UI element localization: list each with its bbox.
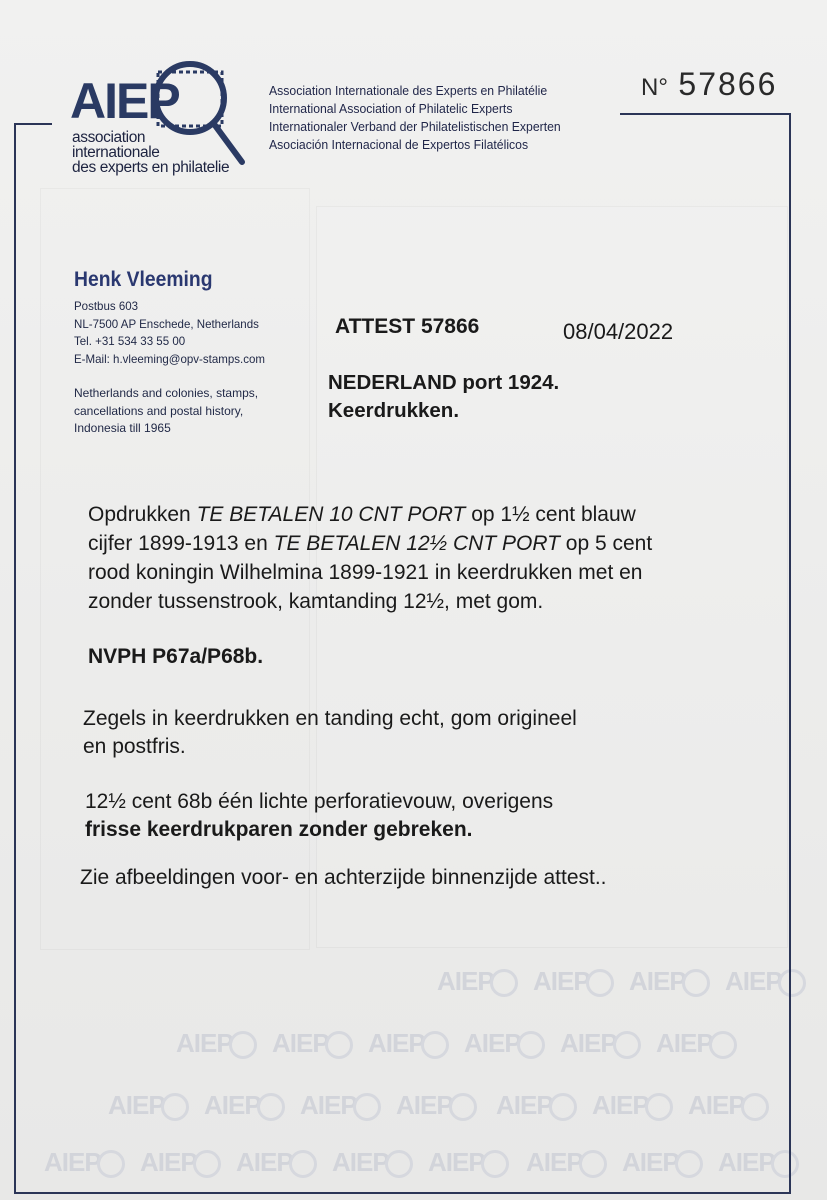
condition-line-bold: frisse keerdrukparen zonder gebreken. xyxy=(85,818,473,841)
watermark-logo: AIEP xyxy=(496,1090,577,1121)
certificate-number xyxy=(641,66,777,103)
catalogue-number: NVPH P67a/P68b. xyxy=(88,645,264,668)
association-names xyxy=(269,82,561,154)
attest-subject xyxy=(328,369,559,425)
opinion-line: en postfris. xyxy=(83,735,186,758)
watermark-logo: AIEP xyxy=(44,1147,125,1178)
watermark-logo: AIEP xyxy=(725,966,806,997)
watermark-logo: AIEP xyxy=(396,1090,477,1121)
images-note: Zie afbeeldingen voor- en achterzijde binnenzijde attest.. xyxy=(80,866,607,889)
watermark-logo: AIEP xyxy=(140,1147,221,1178)
watermark-logo: AIEP xyxy=(718,1147,799,1178)
aiep-logo xyxy=(70,58,255,178)
specialty-line: Netherlands and colonies, stamps, xyxy=(74,386,259,400)
watermark-logo: AIEP xyxy=(622,1147,703,1178)
phone-line: Tel. +31 534 33 55 00 xyxy=(74,334,186,348)
frame-right xyxy=(789,113,791,1193)
watermark-logo: AIEP xyxy=(656,1028,737,1059)
subject-line: Keerdrukken. xyxy=(328,399,460,422)
watermark-logo: AIEP xyxy=(368,1028,449,1059)
frame-top-right xyxy=(620,113,791,115)
logo-subtitle-line: des experts en philatelie xyxy=(72,159,230,176)
watermark-logo: AIEP xyxy=(428,1147,509,1178)
email-line: E-Mail: h.vleeming@opv-stamps.com xyxy=(74,351,265,366)
subject-line: NEDERLAND port 1924. xyxy=(328,371,560,394)
attest-title: ATTEST 57866 xyxy=(335,315,480,338)
association-name-es: Asociación Internacional de Expertos Filatélicos xyxy=(269,137,529,152)
logo-letters: AIEP xyxy=(70,73,179,129)
text-run: cijfer 1899-1913 en xyxy=(88,532,274,555)
logo-subtitle-line: association xyxy=(72,129,146,146)
watermark-logo: AIEP xyxy=(688,1090,769,1121)
description-line: zonder tussenstrook, kamtanding 12½, met gom. xyxy=(88,590,544,613)
condition-paragraph xyxy=(85,788,553,844)
description-line: rood koningin Wilhelmina 1899-1921 in keerdrukken met en xyxy=(88,561,643,584)
expert-specialty xyxy=(74,385,258,438)
frame-bottom xyxy=(14,1192,791,1194)
overprint-text: TE BETALEN 12½ CNT PORT xyxy=(273,532,560,555)
specialty-line: Indonesia till 1965 xyxy=(74,421,171,435)
watermark-logo: AIEP xyxy=(236,1147,317,1178)
watermark-logo: AIEP xyxy=(332,1147,413,1178)
watermark-logo: AIEP xyxy=(204,1090,285,1121)
watermark-logo: AIEP xyxy=(464,1028,545,1059)
opinion-paragraph xyxy=(83,705,577,761)
number-label: N° xyxy=(641,74,668,101)
watermark-logo: AIEP xyxy=(176,1028,257,1059)
logo-subtitle-line: internationale xyxy=(72,144,160,161)
frame-left xyxy=(14,123,16,1193)
text-run: Opdrukken xyxy=(88,503,197,526)
association-name-en: International Association of Philatelic Experts xyxy=(269,101,513,116)
watermark-logo: AIEP xyxy=(629,966,710,997)
expert-address xyxy=(74,298,265,368)
description-line xyxy=(88,529,768,558)
number-value: 57866 xyxy=(678,66,778,102)
watermark-logo: AIEP xyxy=(592,1090,673,1121)
expert-name: Henk Vleeming xyxy=(74,268,213,291)
text-run: op 5 cent xyxy=(559,532,653,555)
description-paragraph xyxy=(88,500,768,616)
overprint-text: TE BETALEN 10 CNT PORT xyxy=(196,503,466,526)
watermark-logo: AIEP xyxy=(526,1147,607,1178)
watermark-logo: AIEP xyxy=(300,1090,381,1121)
watermark-logo: AIEP xyxy=(272,1028,353,1059)
opinion-line: Zegels in keerdrukken en tanding echt, gom origineel xyxy=(83,707,577,730)
attest-date: 08/04/2022 xyxy=(563,319,674,344)
condition-line: 12½ cent 68b één lichte perforatievouw, overigens xyxy=(85,790,554,813)
text-run: op 1½ cent blauw xyxy=(465,503,636,526)
watermark-logo: AIEP xyxy=(437,966,518,997)
logo-subtitle xyxy=(72,130,229,175)
watermark-logo: AIEP xyxy=(533,966,614,997)
expert-block xyxy=(74,268,273,368)
watermark-logo: AIEP xyxy=(108,1090,189,1121)
association-name-de: Internationaler Verband der Philatelistischen Experten xyxy=(269,119,561,134)
specialty-line: cancellations and postal history, xyxy=(74,403,244,418)
watermark-logo: AIEP xyxy=(560,1028,641,1059)
address-line: NL-7500 AP Enschede, Netherlands xyxy=(74,316,259,331)
description-line xyxy=(88,500,768,529)
frame-top-left xyxy=(14,123,52,125)
address-line: Postbus 603 xyxy=(74,299,139,313)
association-name-fr: Association Internationale des Experts en Philatélie xyxy=(269,83,548,98)
